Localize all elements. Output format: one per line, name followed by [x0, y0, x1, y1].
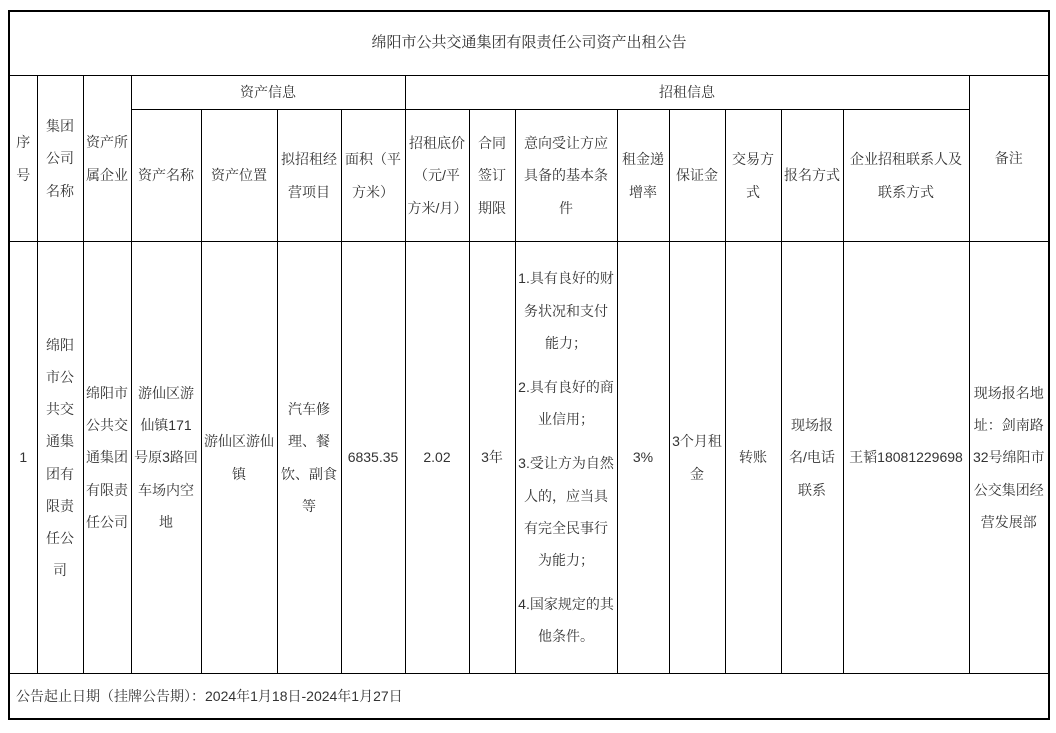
- col-header-rent-increase: 租金递增率: [617, 110, 669, 242]
- col-header-asset-name: 资产名称: [131, 110, 201, 242]
- cell-contract-term: 3年: [469, 242, 515, 674]
- col-header-asset-enterprise: 资产所属企业: [83, 76, 131, 242]
- group-header-rental-info: 招租信息: [405, 76, 969, 110]
- header-group-row: [9, 76, 1049, 110]
- cell-area: 6835.35: [341, 242, 405, 674]
- col-header-transaction: 交易方式: [725, 110, 781, 242]
- header-detail-row: [9, 110, 1049, 242]
- cell-rent-increase: 3%: [617, 242, 669, 674]
- announcement-period: 公告起止日期（挂牌公告期）：2024年1月18日-2024年1月27日: [9, 674, 1049, 720]
- col-header-remark: 备注: [969, 76, 1049, 242]
- cell-conditions: 1.具有良好的财务状况和支付能力； 2.具有良好的商业信用； 3.受让方为自然人的，应当具有完全民事行为能力； 4.国家规定的其他条件。: [515, 242, 617, 674]
- cell-seq: 1: [9, 242, 37, 674]
- col-header-contact: 企业招租联系人及联系方式: [843, 110, 969, 242]
- table-row: [9, 242, 1049, 674]
- cell-asset-location: 游仙区游仙镇: [201, 242, 277, 674]
- cell-asset-name: 游仙区游仙镇171号原3路回车场内空地: [131, 242, 201, 674]
- col-header-conditions: 意向受让方应具备的基本条件: [515, 110, 617, 242]
- col-header-asset-location: 资产位置: [201, 110, 277, 242]
- cell-group-company: 绵阳市公共交通集团有限责任公司: [37, 242, 83, 674]
- col-header-planned-business: 拟招租经营项目: [277, 110, 341, 242]
- col-header-contract-term: 合同签订期限: [469, 110, 515, 242]
- col-header-seq: 序号: [9, 76, 37, 242]
- footer-row: [9, 674, 1049, 720]
- cell-remark: 现场报名地址：剑南路32号绵阳市公交集团经营发展部: [969, 242, 1049, 674]
- col-header-registration: 报名方式: [781, 110, 843, 242]
- col-header-deposit: 保证金: [669, 110, 725, 242]
- cell-planned-business: 汽车修理、餐饮、副食等: [277, 242, 341, 674]
- cell-deposit: 3个月租金: [669, 242, 725, 674]
- col-header-area: 面积（平方米）: [341, 110, 405, 242]
- cell-asset-enterprise: 绵阳市公共交通集团有限责任公司: [83, 242, 131, 674]
- cell-base-price: 2.02: [405, 242, 469, 674]
- cell-contact: 王韬18081229698: [843, 242, 969, 674]
- page-title: 绵阳市公共交通集团有限责任公司资产出租公告: [9, 11, 1049, 76]
- cell-transaction: 转账: [725, 242, 781, 674]
- cell-registration: 现场报名/电话联系: [781, 242, 843, 674]
- col-header-group-company: 集团公司名称: [37, 76, 83, 242]
- announcement-table: [8, 10, 1050, 720]
- col-header-base-price: 招租底价（元/平方米/月）: [405, 110, 469, 242]
- title-row: [9, 11, 1049, 76]
- group-header-asset-info: 资产信息: [131, 76, 405, 110]
